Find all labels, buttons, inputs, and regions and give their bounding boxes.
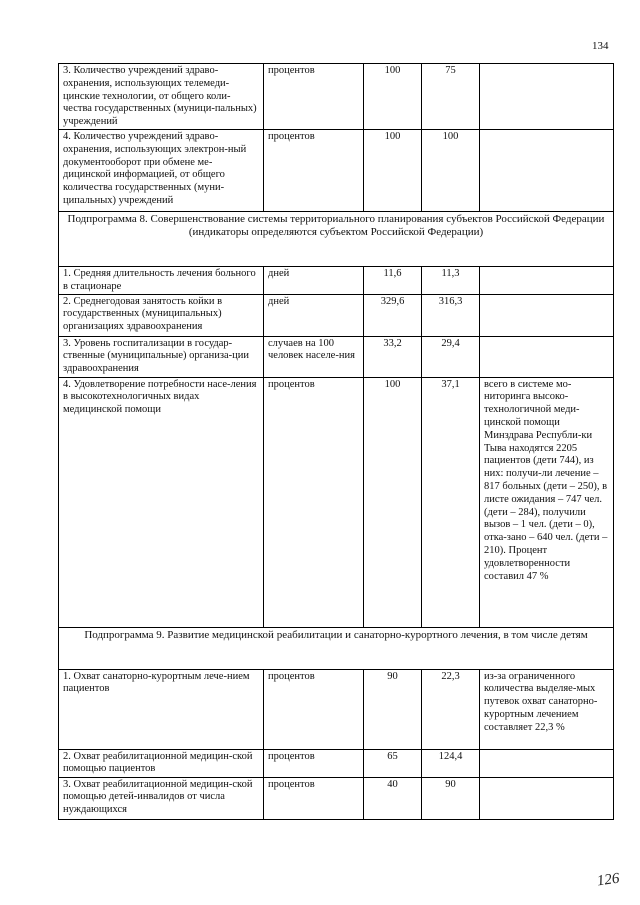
unit-cell: процентов: [264, 777, 364, 819]
indicator-cell: 3. Количество учреждений здраво-охранения, использующих телемеди-цинские технологии, от общего коли-чества государственных (муници-пальных) учреждений: [59, 64, 264, 130]
indicator-cell: 4. Удовлетворение потребности насе-ления в высокотехнологичных видах медицинской помощи: [59, 377, 264, 627]
note-cell: [480, 777, 614, 819]
table-row: [59, 64, 614, 130]
table-row: [59, 294, 614, 336]
subprogram-8-title: Подпрограмма 8. Совершенствование системы территориального планирования субъектов Российской Федерации (индикаторы определяются субъектом Российской Федерации): [59, 212, 614, 267]
table-row: [59, 377, 614, 627]
unit-cell: дней: [264, 294, 364, 336]
table-row: [59, 749, 614, 777]
table-row: [59, 267, 614, 295]
plan-value-cell: 11,6: [364, 267, 422, 295]
indicator-cell: 3. Охват реабилитационной медицин-ской помощью детей-инвалидов от числа нуждающихся: [59, 777, 264, 819]
plan-value-cell: 65: [364, 749, 422, 777]
fact-value-cell: 29,4: [422, 336, 480, 377]
unit-cell: процентов: [264, 377, 364, 627]
fact-value-cell: 124,4: [422, 749, 480, 777]
subprogram-9-title: Подпрограмма 9. Развитие медицинской реабилитации и санаторно-курортного лечения, в том числе детям: [59, 627, 614, 669]
table-row: [59, 777, 614, 819]
unit-cell: дней: [264, 267, 364, 295]
note-cell: [480, 294, 614, 336]
unit-cell: процентов: [264, 64, 364, 130]
indicator-cell: 1. Охват санаторно-курортным лече-нием пациентов: [59, 669, 264, 749]
table-row: [59, 336, 614, 377]
plan-value-cell: 90: [364, 669, 422, 749]
indicator-cell: 3. Уровень госпитализации в государ-ственные (муниципальные) организа-ции здравоохранения: [59, 336, 264, 377]
unit-cell: случаев на 100 человек населе-ния: [264, 336, 364, 377]
note-cell: [480, 336, 614, 377]
fact-value-cell: 22,3: [422, 669, 480, 749]
plan-value-cell: 329,6: [364, 294, 422, 336]
note-cell: [480, 64, 614, 130]
indicator-cell: 2. Охват реабилитационной медицин-ской помощью пациентов: [59, 749, 264, 777]
indicator-cell: 1. Средняя длительность лечения больного в стационаре: [59, 267, 264, 295]
note-cell: [480, 267, 614, 295]
table-row: [59, 130, 614, 212]
unit-cell: процентов: [264, 130, 364, 212]
note-cell: [480, 749, 614, 777]
plan-value-cell: 100: [364, 130, 422, 212]
handwritten-page-number: 126: [595, 870, 621, 890]
fact-value-cell: 90: [422, 777, 480, 819]
indicator-cell: 4. Количество учреждений здраво-охранения, использующих электрон-ный документооборот при обмене ме-дицинской информацией, от общего количества государственных (муни-ципальных) учреждений: [59, 130, 264, 212]
note-cell: [480, 130, 614, 212]
plan-value-cell: 100: [364, 64, 422, 130]
section-header-row: [59, 627, 614, 669]
fact-value-cell: 316,3: [422, 294, 480, 336]
table-row: [59, 669, 614, 749]
fact-value-cell: 11,3: [422, 267, 480, 295]
plan-value-cell: 40: [364, 777, 422, 819]
fact-value-cell: 75: [422, 64, 480, 130]
section-header-row: [59, 212, 614, 267]
plan-value-cell: 100: [364, 377, 422, 627]
unit-cell: процентов: [264, 749, 364, 777]
page-number: 134: [592, 40, 609, 52]
plan-value-cell: 33,2: [364, 336, 422, 377]
indicator-cell: 2. Среднегодовая занятость койки в государственных (муниципальных) организациях здравоохранения: [59, 294, 264, 336]
note-cell: всего в системе мо-ниторинга высоко-технологичной меди-цинской помощи Минздрава Республи-ки Тыва находятся 2205 пациентов (дети 744), из них: получи-ли лечение – 817 больных (дети – 250), в листе ожидания – 747 чел. (дети – 284), получили вызов – 1 чел. (дети – 0), отка-зано – 640 чел. (дети – 210). Процент удовлетворенности составил 47 %: [480, 377, 614, 627]
indicators-table: [58, 63, 614, 820]
note-cell: из-за ограниченного количества выделяе-мых путевок охват санаторно-курортным лечением составляет 22,3 %: [480, 669, 614, 749]
unit-cell: процентов: [264, 669, 364, 749]
fact-value-cell: 37,1: [422, 377, 480, 627]
fact-value-cell: 100: [422, 130, 480, 212]
